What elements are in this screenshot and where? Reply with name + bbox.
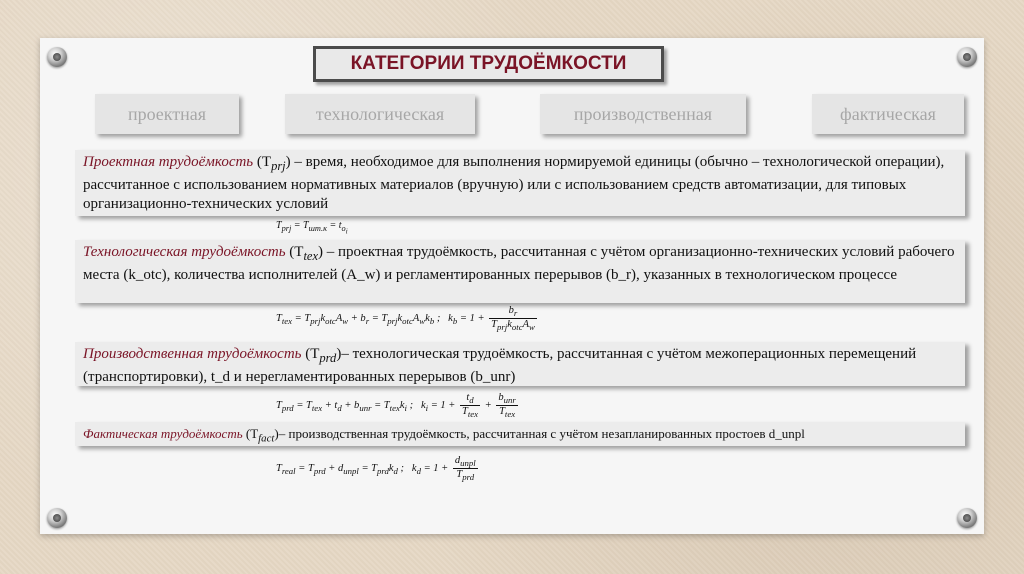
definition-text: – производственная трудоёмкость, рассчитанная с учётом незапланированных простоев d_unpl: [278, 426, 805, 441]
term: Фактическая трудоёмкость: [83, 426, 243, 441]
definition-text: – время, необходимое для выполнения нормируемой единицы (обычно – технологической операции), рассчитанное с использованием нормативных материалов (вручную) или с использованием средств автоматизации, для типовых организационно-технических условий: [83, 154, 945, 212]
symbol: $(T_{tex})$: [289, 244, 324, 263]
definition-actual: [75, 422, 965, 446]
tab-project[interactable]: проектная: [95, 94, 239, 134]
definition-text: – технологическая трудоёмкость, рассчитанная с учётом межоперационных перемещений (транспортировки), t_d и нерегламентированных перерывов (b_unr): [83, 346, 917, 385]
formula-technological: $T_{tex} = T_{prj}k_{otc}A_w + b_r = T_{prj}k_{otc}A_wk_b$ ; $k_b = 1$ + $\frac{b_r}{T_{prj}k_{otc}A_w}$: [276, 305, 535, 333]
symbol: $(T_{prj})$: [256, 154, 291, 173]
formula-actual: $T_{real} = T_{prd} + d_{unpl} = T_{prd}k_d$ ; $k_d = 1$ + $\frac{d_{unpl}}{T_{prd}}$: [276, 455, 476, 483]
definition-project: [75, 150, 965, 216]
page-title: [313, 46, 664, 82]
definition-production: [75, 342, 965, 386]
term: Проектная трудоёмкость: [83, 154, 254, 170]
term: Производственная трудоёмкость: [83, 346, 302, 362]
symbol: $(T_{fact})$: [245, 426, 279, 445]
screw-icon: [47, 508, 67, 528]
formula-production: $T_{prd} = T_{tex} + t_d + b_{unr} = T_{tex}k_i$ ; $k_i = 1$ + $\frac{t_d}{T_{tex}}$ + $\frac{b_{unr}}{T_{tex}}$: [276, 392, 516, 420]
screw-icon: [957, 47, 977, 67]
tab-actual[interactable]: фактическая: [812, 94, 964, 134]
screw-icon: [47, 47, 67, 67]
term: Технологическая трудоёмкость: [83, 244, 286, 260]
screw-icon: [957, 508, 977, 528]
tab-technological[interactable]: технологическая: [285, 94, 475, 134]
page-title-text: КАТЕГОРИИ ТРУДОЁМКОСТИ: [350, 53, 627, 74]
symbol: $(T_{prd})$: [305, 346, 342, 365]
definition-technological: [75, 240, 965, 303]
definition-text: – проектная трудоёмкость, рассчитанная с учётом организационно-технических условий рабочего места (k_otc), количества исполнителей (A_w) и регламентированных перерывов (b_r), указанных в технологическом процессе: [83, 244, 955, 283]
formula-project: $T_{prj} = T_{шт.к} = t_{o_i}$: [276, 220, 348, 236]
tab-production[interactable]: производственная: [540, 94, 746, 134]
